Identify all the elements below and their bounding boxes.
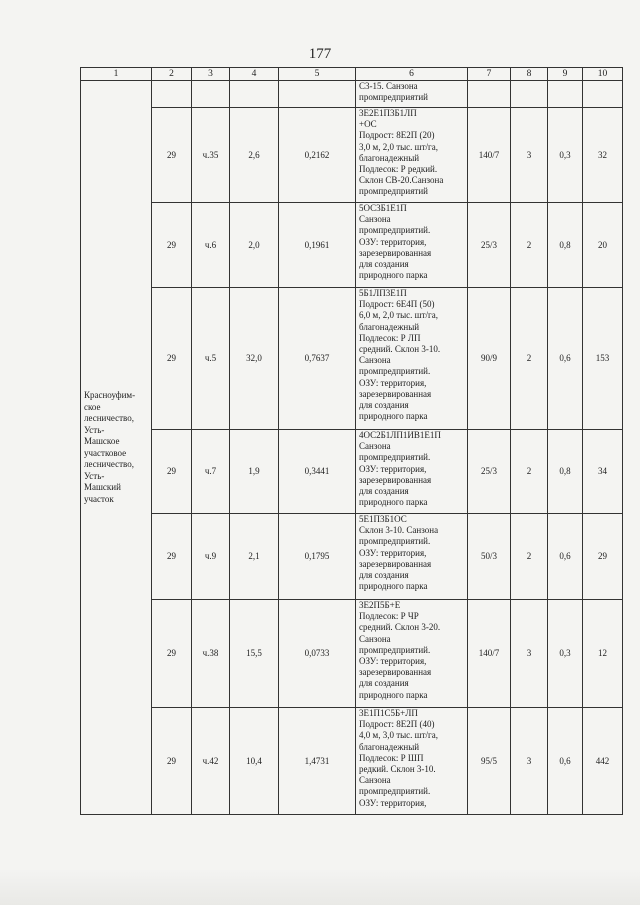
plot-cell: ч.38	[192, 600, 230, 708]
column-header: 7	[468, 68, 511, 81]
age-cell: 50/3	[468, 514, 511, 600]
table-row	[81, 81, 623, 108]
value-cell: 0,7637	[279, 288, 356, 430]
value-cell: 0,1795	[279, 514, 356, 600]
column-header: 1	[81, 68, 152, 81]
plot-cell: ч.42	[192, 708, 230, 815]
value-cell	[279, 81, 356, 108]
description-cell: 5Е1П3Б1ОС Склон 3-10. Санзона промпредприятий. ОЗУ: территория, зарезервированная для создания природного парка	[356, 514, 468, 600]
scan-bottom-shade	[0, 868, 640, 905]
class-cell: 2	[511, 430, 548, 514]
plot-cell: ч.35	[192, 108, 230, 203]
column-header: 10	[583, 68, 623, 81]
column-header: 5	[279, 68, 356, 81]
class-cell: 3	[511, 108, 548, 203]
table-row	[81, 708, 623, 815]
quarter-cell: 29	[152, 708, 192, 815]
volume-cell: 34	[583, 430, 623, 514]
density-cell: 0,3	[548, 600, 583, 708]
class-cell	[511, 81, 548, 108]
value-cell: 1,4731	[279, 708, 356, 815]
table-row	[81, 288, 623, 430]
description-cell: 3Е1П1С5Б+ЛП Подрост: 8Е2П (40) 4,0 м, 3,0 тыс. шт/га, благонадежный Подлесок: Р ШП редкий. Склон 3-10. Санзона промпредприятий. ОЗУ: территория,	[356, 708, 468, 815]
column-number-row	[81, 68, 623, 81]
column-header: 2	[152, 68, 192, 81]
age-cell: 140/7	[468, 108, 511, 203]
volume-cell: 29	[583, 514, 623, 600]
plot-cell: ч.9	[192, 514, 230, 600]
area-cell: 15,5	[230, 600, 279, 708]
area-cell: 10,4	[230, 708, 279, 815]
forestry-name-text: Красноуфим- ское лесничество, Усть- Машское участковое лесничество, Усть- Машский участок	[84, 390, 136, 504]
table-row	[81, 203, 623, 288]
age-cell: 25/3	[468, 203, 511, 288]
volume-cell: 32	[583, 108, 623, 203]
column-header: 8	[511, 68, 548, 81]
volume-cell	[583, 81, 623, 108]
table-row	[81, 430, 623, 514]
density-cell: 0,8	[548, 430, 583, 514]
area-cell	[230, 81, 279, 108]
quarter-cell: 29	[152, 514, 192, 600]
quarter-cell: 29	[152, 108, 192, 203]
class-cell: 3	[511, 708, 548, 815]
area-cell: 1,9	[230, 430, 279, 514]
quarter-cell	[152, 81, 192, 108]
table-row	[81, 514, 623, 600]
column-header: 6	[356, 68, 468, 81]
value-cell: 0,3441	[279, 430, 356, 514]
density-cell: 0,6	[548, 288, 583, 430]
area-cell: 32,0	[230, 288, 279, 430]
plot-cell: ч.5	[192, 288, 230, 430]
age-cell: 25/3	[468, 430, 511, 514]
column-header: 3	[192, 68, 230, 81]
density-cell: 0,6	[548, 514, 583, 600]
area-cell: 2,0	[230, 203, 279, 288]
value-cell: 0,2162	[279, 108, 356, 203]
column-header: 9	[548, 68, 583, 81]
forestry-table	[80, 67, 623, 815]
class-cell: 3	[511, 600, 548, 708]
description-cell: 5ОС3Б1Е1П Санзона промпредприятий. ОЗУ: территория, зарезервированная для создания природного парка	[356, 203, 468, 288]
volume-cell: 442	[583, 708, 623, 815]
density-cell: 0,8	[548, 203, 583, 288]
age-cell: 95/5	[468, 708, 511, 815]
value-cell: 0,1961	[279, 203, 356, 288]
description-cell: 5Б1ЛП3Е1П Подрост: 6Е4П (50) 6,0 м, 2,0 тыс. шт/га, благонадежный Подлесок: Р ЛП средний. Склон 3-10. Санзона промпредприятий. ОЗУ: территория, зарезервированная для создания природного парка	[356, 288, 468, 430]
quarter-cell: 29	[152, 288, 192, 430]
density-cell: 0,6	[548, 708, 583, 815]
age-cell: 90/9	[468, 288, 511, 430]
class-cell: 2	[511, 203, 548, 288]
description-cell: 3Е2П5Б+Е Подлесок: Р ЧР средний. Склон 3-20. Санзона промпредприятий. ОЗУ: территория, зарезервированная для создания природного парка	[356, 600, 468, 708]
volume-cell: 12	[583, 600, 623, 708]
volume-cell: 153	[583, 288, 623, 430]
density-cell	[548, 81, 583, 108]
table-row	[81, 600, 623, 708]
class-cell: 2	[511, 514, 548, 600]
quarter-cell: 29	[152, 203, 192, 288]
quarter-cell: 29	[152, 430, 192, 514]
quarter-cell: 29	[152, 600, 192, 708]
density-cell: 0,3	[548, 108, 583, 203]
column-header: 4	[230, 68, 279, 81]
area-cell: 2,6	[230, 108, 279, 203]
forestry-name	[81, 81, 152, 815]
volume-cell: 20	[583, 203, 623, 288]
table-row	[81, 108, 623, 203]
description-cell: 4ОС2Б1ЛП1ИВ1Е1П Санзона промпредприятий. ОЗУ: территория, зарезервированная для создания природного парка	[356, 430, 468, 514]
plot-cell	[192, 81, 230, 108]
description-cell: 3Е2Е1П3Б1ЛП +ОС Подрост: 8Е2П (20) 3,0 м, 2,0 тыс. шт/га, благонадежный Подлесок: Р редкий. Склон СВ-20.Санзона промпредприятий	[356, 108, 468, 203]
class-cell: 2	[511, 288, 548, 430]
area-cell: 2,1	[230, 514, 279, 600]
value-cell: 0,0733	[279, 600, 356, 708]
age-cell	[468, 81, 511, 108]
page-number: 177	[308, 46, 332, 62]
age-cell: 140/7	[468, 600, 511, 708]
description-cell: С3-15. Санзона промпредприятий	[356, 81, 468, 108]
plot-cell: ч.7	[192, 430, 230, 514]
plot-cell: ч.6	[192, 203, 230, 288]
